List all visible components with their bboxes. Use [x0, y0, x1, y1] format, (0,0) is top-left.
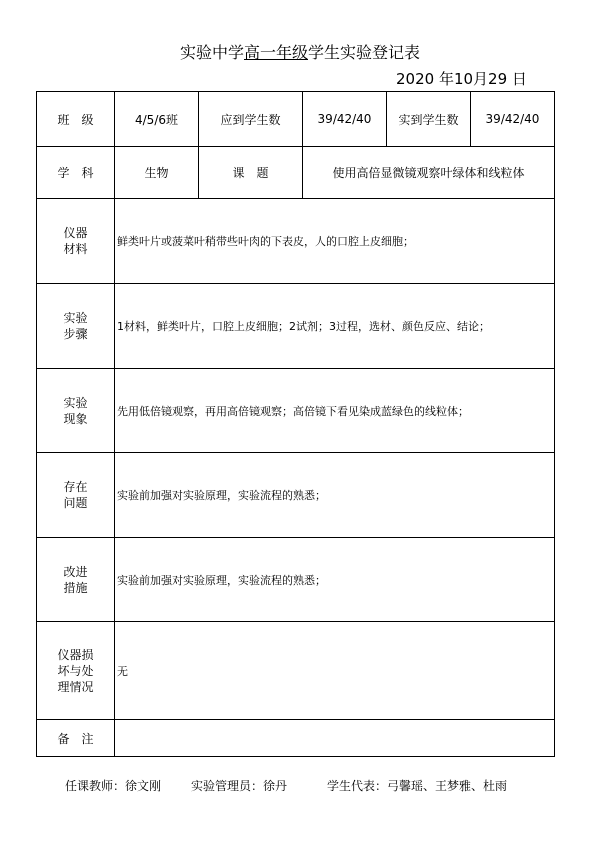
- class-label: 班 级: [37, 92, 115, 147]
- student-representatives: 学生代表：弓馨瑶、王梦雅、杜雨: [327, 779, 508, 793]
- section-row: [37, 369, 555, 453]
- school-name: 实验中学: [179, 43, 244, 62]
- actual-students-label: 实到学生数: [387, 92, 471, 147]
- section-content: 实验前加强对实验原理，实验流程的熟悉；: [115, 453, 555, 538]
- actual-students-value: 39/42/40: [471, 92, 555, 147]
- subject-label: 学 科: [37, 147, 115, 199]
- expected-students-value: 39/42/40: [303, 92, 387, 147]
- teacher-signature: 任课教师：徐文刚: [65, 779, 162, 793]
- section-label: 实验 现象: [37, 369, 115, 453]
- section-row: [37, 453, 555, 538]
- class-value: 4/5/6班: [115, 92, 199, 147]
- subject-value: 生物: [115, 147, 199, 199]
- section-content: 鲜类叶片或菠菜叶稍带些叶肉的下表皮，人的口腔上皮细胞；: [115, 199, 555, 284]
- remarks-content: [115, 720, 555, 757]
- manager-signature: 实验管理员：徐丹: [191, 779, 288, 793]
- section-content: 1材料，鲜类叶片，口腔上皮细胞；2试剂；3过程，选材、颜色反应、结论；: [115, 284, 555, 369]
- section-row: [37, 538, 555, 622]
- registration-table: [36, 91, 555, 757]
- signature-footer: [65, 777, 507, 794]
- section-row: [37, 284, 555, 369]
- section-label: 仪器 材料: [37, 199, 115, 284]
- grade-name: 高一年级: [243, 43, 308, 62]
- topic-label: 课 题: [199, 147, 303, 199]
- section-content: 实验前加强对实验原理，实验流程的熟悉；: [115, 538, 555, 622]
- form-date: 2020 年10月29 日: [396, 70, 527, 88]
- subject-row: [37, 147, 555, 199]
- form-name: 学生实验登记表: [308, 43, 421, 62]
- topic-value: 使用高倍显微镜观察叶绿体和线粒体: [303, 147, 555, 199]
- form-title: [0, 40, 600, 63]
- expected-students-label: 应到学生数: [199, 92, 303, 147]
- section-label: 实验 步骤: [37, 284, 115, 369]
- section-row: [37, 199, 555, 284]
- section-row: [37, 622, 555, 720]
- remarks-label: 备 注: [37, 720, 115, 757]
- section-label: 存在 问题: [37, 453, 115, 538]
- section-content: 无: [115, 622, 555, 720]
- section-content: 先用低倍镜观察，再用高倍镜观察；高倍镜下看见染成蓝绿色的线粒体；: [115, 369, 555, 453]
- class-row: [37, 92, 555, 147]
- remarks-row: [37, 720, 555, 757]
- section-label: 仪器损 坏与处 理情况: [37, 622, 115, 720]
- section-label: 改进 措施: [37, 538, 115, 622]
